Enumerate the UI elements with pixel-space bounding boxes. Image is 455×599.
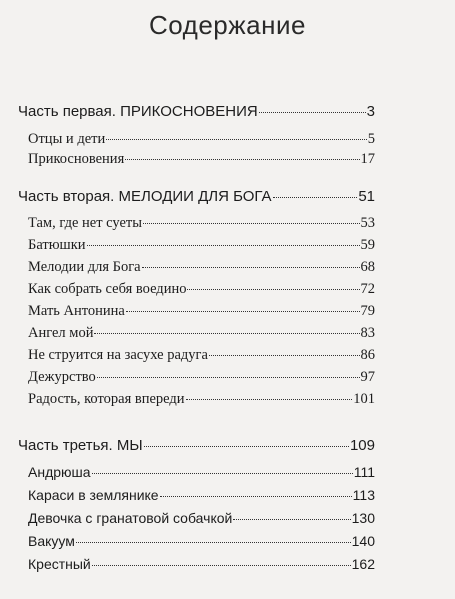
item-page: 162 bbox=[351, 556, 375, 572]
dot-leader bbox=[273, 197, 358, 198]
item-page: 17 bbox=[360, 151, 375, 167]
toc-item bbox=[28, 347, 375, 364]
item-page: 79 bbox=[360, 303, 375, 319]
dot-leader bbox=[187, 289, 359, 290]
item-page: 97 bbox=[360, 369, 375, 385]
dot-leader bbox=[87, 245, 360, 246]
dot-leader bbox=[106, 139, 367, 140]
dot-leader bbox=[259, 112, 366, 113]
toc-item bbox=[28, 259, 375, 276]
item-page: 83 bbox=[360, 325, 375, 341]
dot-leader bbox=[144, 446, 349, 447]
toc-part-3 bbox=[18, 437, 375, 454]
toc-item bbox=[28, 556, 375, 572]
part-title: Часть третья. МЫ bbox=[18, 437, 143, 454]
item-page: 130 bbox=[351, 510, 375, 526]
part-page: 109 bbox=[349, 437, 375, 454]
item-title: Мелодии для Бога bbox=[28, 259, 141, 275]
dot-leader bbox=[125, 159, 359, 160]
dot-leader bbox=[94, 333, 359, 334]
part-page: 51 bbox=[358, 188, 375, 205]
toc-part-1 bbox=[18, 103, 375, 120]
item-title: Вакуум bbox=[28, 533, 75, 549]
item-page: 113 bbox=[352, 487, 375, 503]
item-title: Не струится на засухе радуга bbox=[28, 347, 208, 363]
item-title: Как собрать себя воедино bbox=[28, 281, 187, 297]
dot-leader bbox=[126, 311, 360, 312]
dot-leader bbox=[92, 473, 353, 474]
item-page: 53 bbox=[360, 215, 375, 231]
item-title: Караси в землянике bbox=[28, 487, 159, 503]
item-title: Там, где нет суеты bbox=[28, 215, 142, 231]
item-page: 111 bbox=[353, 464, 375, 480]
dot-leader bbox=[143, 223, 360, 224]
item-title: Андрюша bbox=[28, 464, 91, 480]
toc-item bbox=[28, 487, 375, 503]
toc-item bbox=[28, 303, 375, 320]
item-page: 101 bbox=[353, 391, 375, 407]
part-title: Часть вторая. МЕЛОДИИ ДЛЯ БОГА bbox=[18, 188, 272, 205]
toc-item bbox=[28, 391, 375, 408]
item-page: 5 bbox=[367, 131, 375, 147]
page-title: Содержание bbox=[149, 10, 306, 40]
item-title: Ангел мой bbox=[28, 325, 94, 341]
item-title: Девочка с гранатовой собачкой bbox=[28, 510, 233, 526]
toc-part-2 bbox=[18, 188, 375, 205]
dot-leader bbox=[76, 542, 351, 543]
item-title: Крестный bbox=[28, 556, 91, 572]
toc-item bbox=[28, 369, 375, 386]
dot-leader bbox=[97, 377, 360, 378]
dot-leader bbox=[142, 267, 360, 268]
toc-item bbox=[28, 215, 375, 232]
item-page: 72 bbox=[360, 281, 375, 297]
item-page: 86 bbox=[360, 347, 375, 363]
toc-item bbox=[28, 510, 375, 526]
item-title: Прикосновения bbox=[28, 151, 125, 167]
dot-leader bbox=[209, 355, 360, 356]
part-title: Часть первая. ПРИКОСНОВЕНИЯ bbox=[18, 103, 258, 120]
item-title: Отцы и дети bbox=[28, 131, 106, 147]
toc-item bbox=[28, 131, 375, 148]
toc-item bbox=[28, 464, 375, 480]
dot-leader bbox=[233, 519, 350, 520]
toc-item bbox=[28, 151, 375, 168]
item-page: 140 bbox=[351, 533, 375, 549]
toc-item bbox=[28, 325, 375, 342]
item-title: Дежурство bbox=[28, 369, 96, 385]
item-title: Мать Антонина bbox=[28, 303, 125, 319]
toc-item bbox=[28, 237, 375, 254]
item-title: Батюшки bbox=[28, 237, 86, 253]
part-page: 3 bbox=[366, 103, 375, 120]
item-page: 68 bbox=[360, 259, 375, 275]
toc-item bbox=[28, 281, 375, 298]
toc-item bbox=[28, 533, 375, 549]
item-page: 59 bbox=[360, 237, 375, 253]
dot-leader bbox=[160, 496, 352, 497]
dot-leader bbox=[92, 565, 351, 566]
dot-leader bbox=[186, 399, 353, 400]
item-title: Радость, которая впереди bbox=[28, 391, 185, 407]
